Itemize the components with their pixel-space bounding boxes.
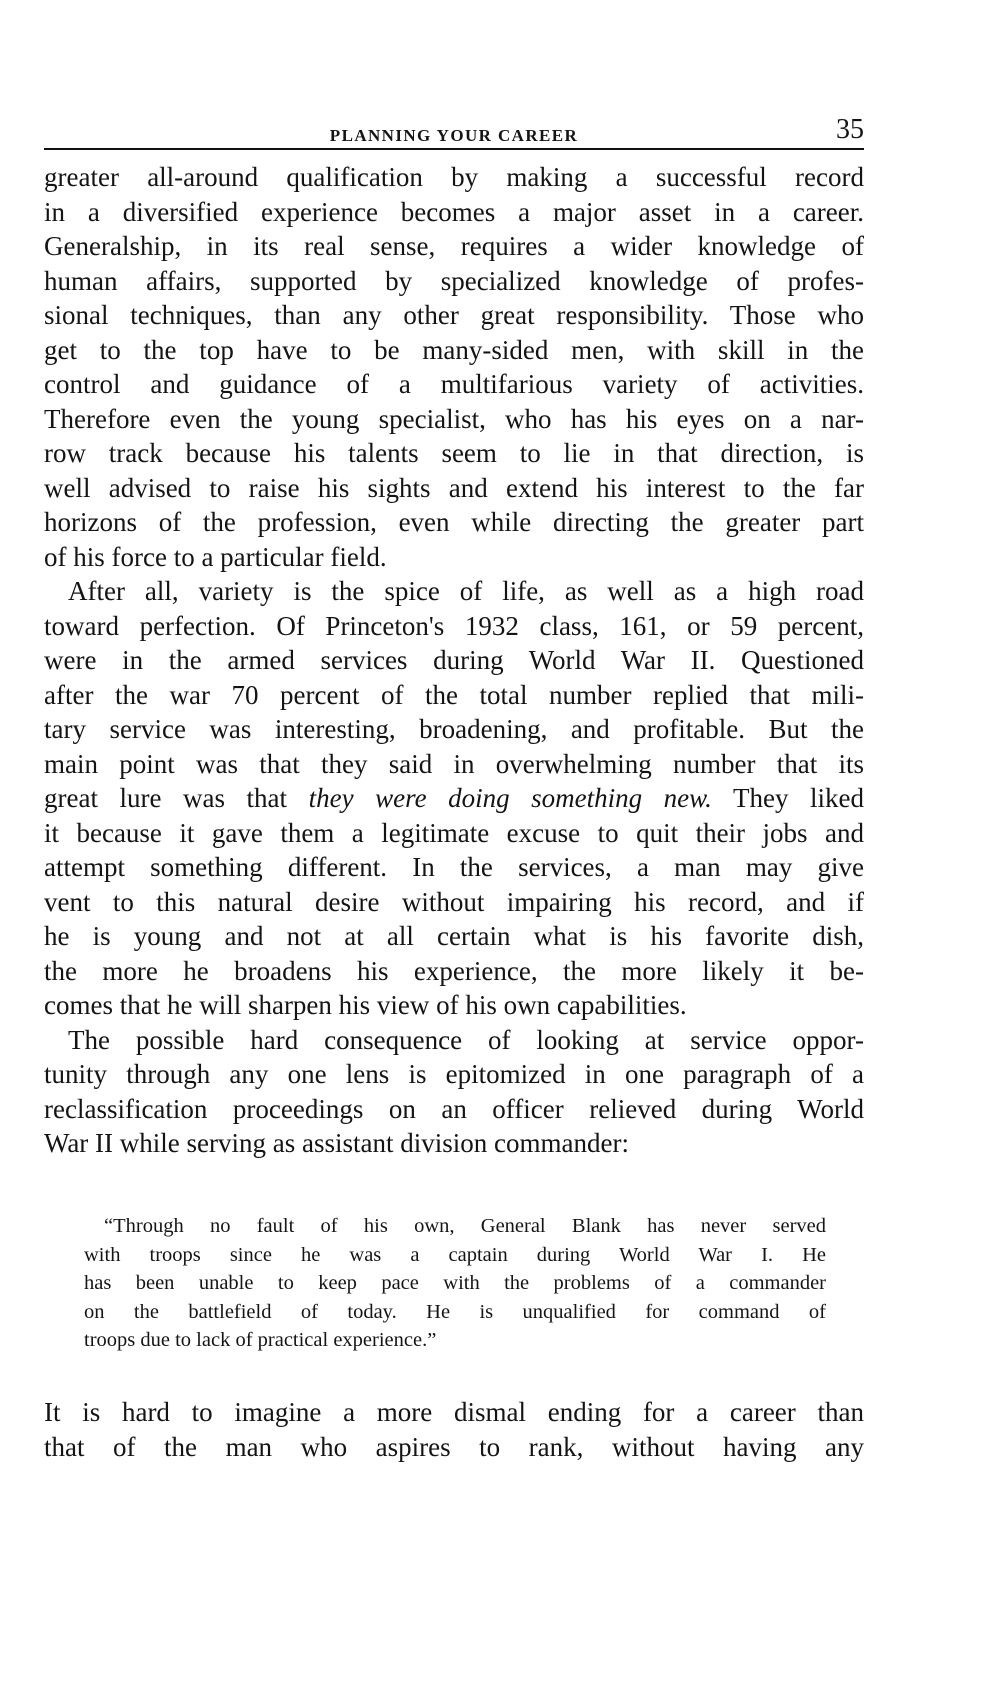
text-run: They liked (711, 783, 864, 813)
paragraph-3 (44, 1023, 864, 1161)
text-line: comes that he will sharpen his view of his own capabilities. (44, 990, 687, 1020)
text-line-with-italic (44, 781, 864, 816)
text-line: sional techniques, than any other great responsibility. Those who (44, 300, 864, 330)
text-line: tary service was interesting, broadening, and profitable. But the (44, 714, 864, 744)
text-line: Therefore even the young specialist, who has his eyes on a nar- (44, 403, 864, 434)
header-rule (44, 148, 864, 150)
text-run: great lure was that (44, 783, 309, 813)
quote-line: with troops since he was a captain during World War I. He (84, 1243, 826, 1266)
running-title: PLANNING YOUR CAREER (329, 126, 579, 145)
text-line: in a diversified experience becomes a major asset in a career. (44, 196, 864, 227)
text-line: of his force to a particular field. (44, 541, 387, 572)
text-line: After all, variety is the spice of life, as well as a high road (68, 576, 864, 606)
running-head (44, 112, 864, 150)
text-line: control and guidance of a multifarious variety of activities. (44, 369, 864, 399)
quote-line: troops due to lack of practical experience.” (84, 1329, 437, 1351)
text-line: The possible hard consequence of looking at service oppor- (68, 1024, 864, 1055)
text-line: Generalship, in its real sense, requires a wider knowledge of (44, 231, 864, 261)
quote-line: has been unable to keep pace with the problems of a commander (84, 1272, 826, 1294)
quote-line: on the battlefield of today. He is unqualified for command of (84, 1300, 826, 1323)
quote-line: “Through no fault of his own, General Blank has never served (104, 1215, 826, 1237)
quote-paragraph (84, 1212, 826, 1355)
body-text (44, 160, 864, 1161)
text-line: It is hard to imagine a more dismal ending for a career than (44, 1397, 864, 1427)
text-line: tunity through any one lens is epitomized in one paragraph of a (44, 1059, 864, 1089)
text-line: the more he broadens his experience, the more likely it be- (44, 955, 864, 986)
text-line: main point was that they said in overwhelming number that its (44, 748, 864, 779)
text-line: were in the armed services during World War II. Questioned (44, 645, 864, 675)
text-line: toward perfection. Of Princeton's 1932 class, 161, or 59 percent, (44, 610, 864, 641)
text-line: War II while serving as assistant division commander: (44, 1128, 629, 1158)
text-line: horizons of the profession, even while directing the greater part (44, 507, 864, 537)
paragraph-2 (44, 574, 864, 1023)
block-quote (84, 1212, 826, 1355)
page-number: 35 (836, 114, 864, 145)
text-line: human affairs, supported by specialized knowledge of profes- (44, 265, 864, 296)
text-line: it because it gave them a legitimate excuse to quit their jobs and (44, 817, 864, 848)
italic-phrase: they were doing something new. (308, 783, 712, 813)
text-line: vent to this natural desire without impairing his record, and if (44, 886, 864, 917)
paragraph-4 (44, 1395, 864, 1464)
paragraph-1 (44, 160, 864, 574)
text-line: row track because his talents seem to lie in that direction, is (44, 438, 864, 468)
text-line: attempt something different. In the services, a man may give (44, 852, 864, 882)
text-line: that of the man who aspires to rank, without having any (44, 1431, 864, 1462)
text-line: get to the top have to be many-sided men, with skill in the (44, 334, 864, 365)
text-line: greater all-around qualification by making a successful record (44, 162, 864, 192)
text-line: he is young and not at all certain what is his favorite dish, (44, 921, 864, 951)
text-line: well advised to raise his sights and extend his interest to the far (44, 472, 864, 503)
text-line: after the war 70 percent of the total number replied that mili- (44, 679, 864, 710)
closing-text (44, 1395, 864, 1464)
text-line: reclassification proceedings on an officer relieved during World (44, 1093, 864, 1124)
